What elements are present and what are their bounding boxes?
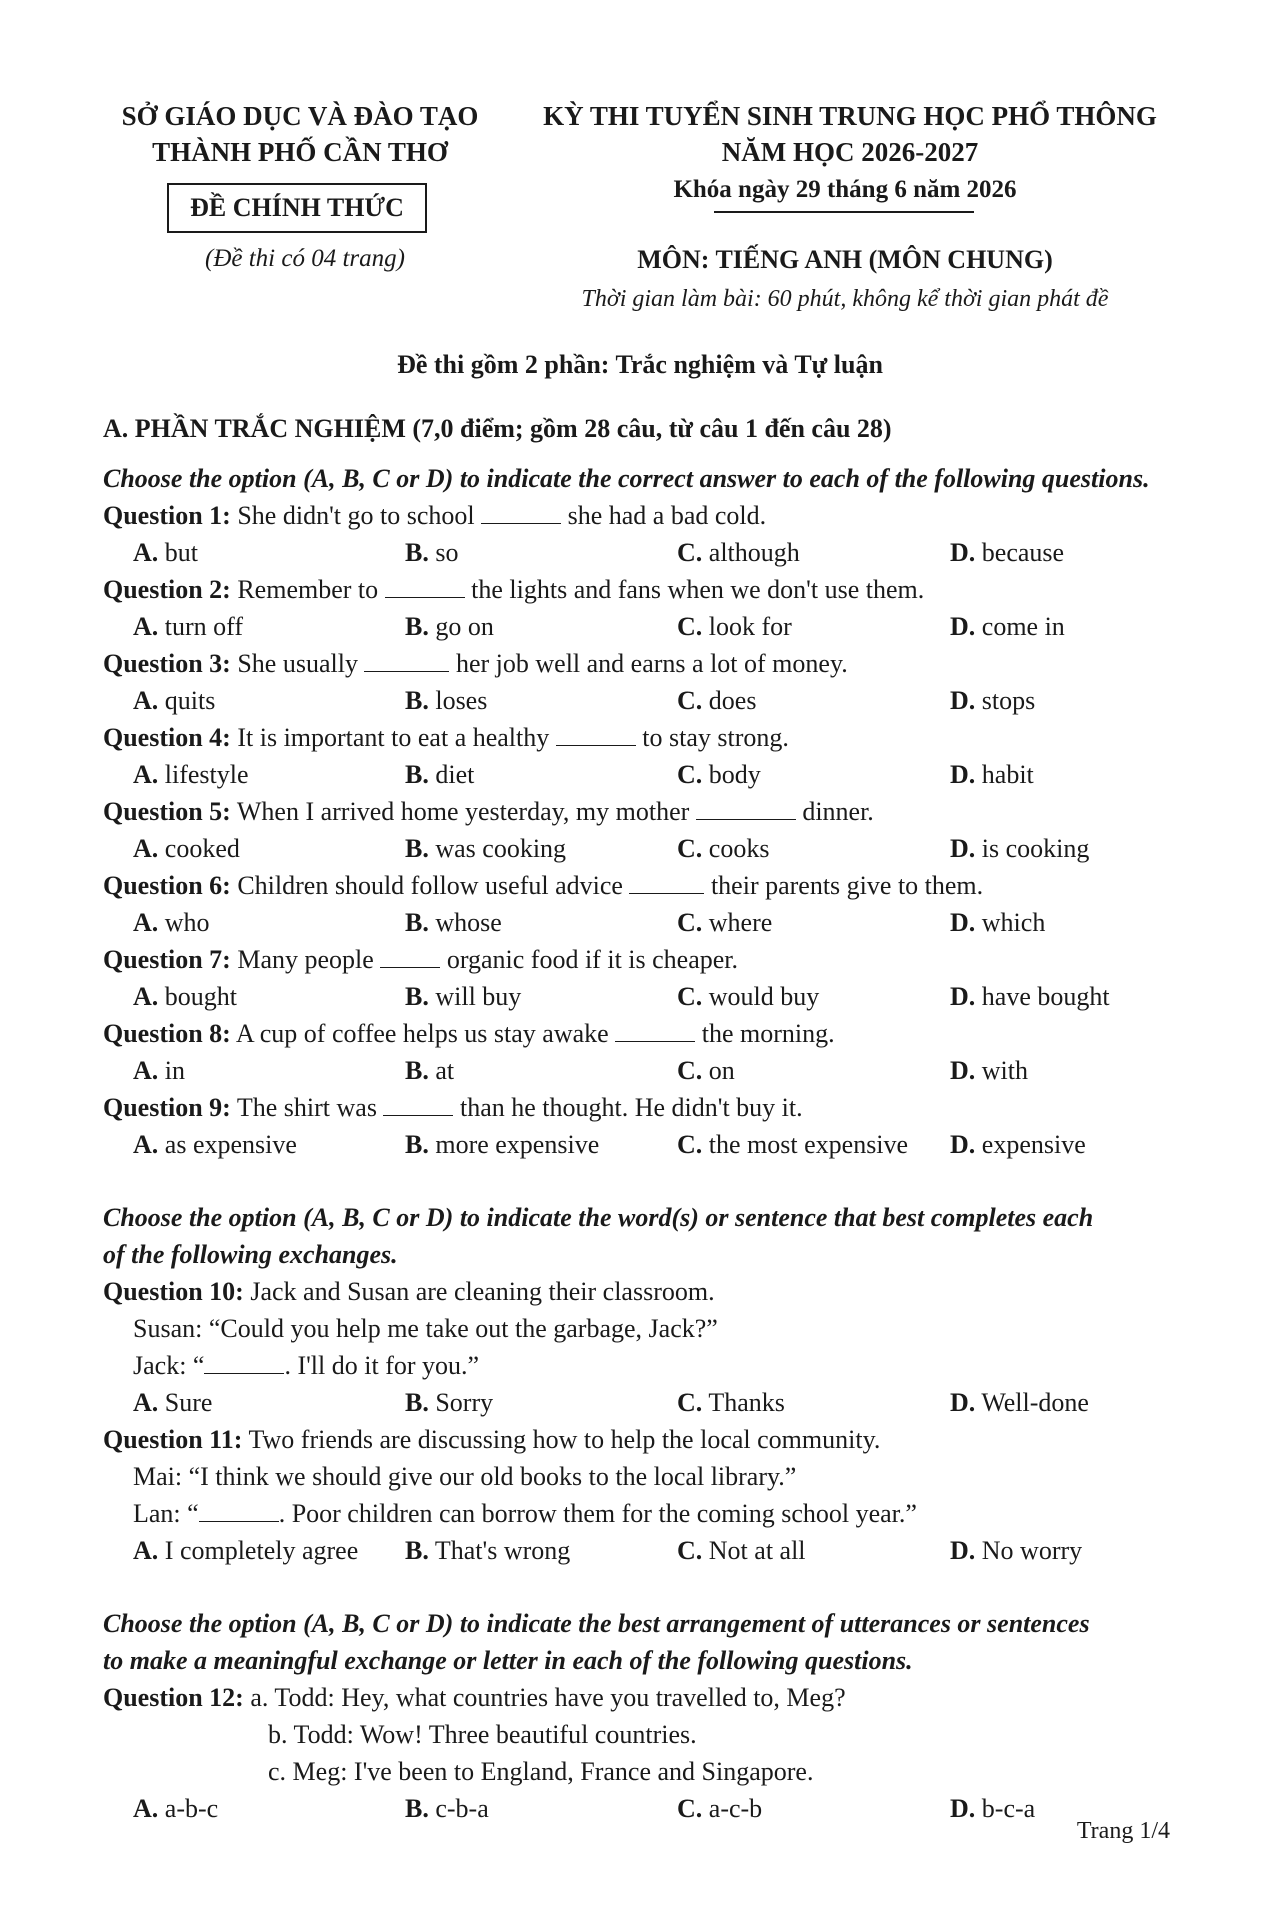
option-a[interactable] [133, 830, 405, 867]
date-underline [714, 211, 974, 213]
option-letter: B. [405, 538, 429, 567]
option-letter: D. [950, 1536, 976, 1565]
option-text: Sorry [435, 1388, 494, 1417]
option-letter: D. [950, 982, 976, 1011]
option-letter: C. [677, 834, 703, 863]
option-letter: A. [133, 982, 159, 1011]
question-label: Question 11: [103, 1425, 243, 1454]
question-label: Question 12: [103, 1683, 244, 1712]
exam-date: Khóa ngày 29 tháng 6 năm 2026 [673, 176, 1017, 203]
option-a[interactable] [133, 978, 405, 1015]
question-text-before: She didn't go to school [237, 501, 475, 530]
option-text: I completely agree [164, 1536, 359, 1565]
option-text: lifestyle [164, 760, 249, 789]
option-text: Sure [164, 1388, 213, 1417]
option-letter: C. [677, 686, 703, 715]
option-d[interactable] [950, 1126, 1086, 1163]
parts-note: Đề thi gồm 2 phần: Trắc nghiệm và Tự luận [397, 350, 883, 379]
option-text: That's wrong [434, 1536, 571, 1565]
option-text: as expensive [164, 1130, 297, 1159]
question-7-options [103, 978, 1193, 1015]
spacer [103, 1163, 1193, 1199]
option-c[interactable] [677, 1052, 950, 1089]
question-2 [103, 571, 1193, 608]
option-letter: C. [677, 1536, 703, 1565]
question-label: Question 1: [103, 501, 231, 530]
q11-line-2-post: . Poor children can borrow them for the coming school year.” [278, 1499, 917, 1528]
option-text: habit [981, 760, 1034, 789]
option-a[interactable] [133, 682, 405, 719]
option-letter: A. [133, 538, 159, 567]
option-d[interactable] [950, 904, 1045, 941]
question-label: Question 6: [103, 871, 231, 900]
option-text: No worry [981, 1536, 1083, 1565]
spacer [103, 1569, 1193, 1605]
option-text: Thanks [708, 1388, 785, 1417]
school-year: NĂM HỌC 2026-2027 [721, 137, 979, 167]
question-label: Question 7: [103, 945, 231, 974]
question-text: Two friends are discussing how to help the local community. [248, 1425, 881, 1454]
option-letter: D. [950, 908, 976, 937]
question-text-before: Children should follow useful advice [237, 871, 623, 900]
option-letter: D. [950, 1056, 976, 1085]
option-text: at [435, 1056, 455, 1085]
question-12 [103, 1679, 1193, 1716]
question-text-after: her job well and earns a lot of money. [455, 649, 848, 678]
option-b[interactable] [405, 1126, 677, 1163]
answer-blank [615, 1019, 695, 1042]
option-text: with [981, 1056, 1029, 1085]
option-text: bought [164, 982, 238, 1011]
instruction-3a: Choose the option (A, B, C or D) to indicate the best arrangement of utterances or sentences [103, 1609, 1090, 1638]
option-text: b-c-a [981, 1794, 1036, 1823]
option-letter: B. [405, 760, 429, 789]
q11-line-2-pre: Lan: “ [133, 1499, 199, 1528]
option-c[interactable] [677, 682, 950, 719]
option-b[interactable] [405, 756, 677, 793]
official-exam-box: ĐỀ CHÍNH THỨC [167, 183, 427, 233]
option-text: whose [435, 908, 502, 937]
q10-line-1: Susan: “Could you help me take out the garbage, Jack?” [133, 1314, 718, 1343]
option-letter: B. [405, 1388, 429, 1417]
option-text: in [164, 1056, 186, 1085]
option-c[interactable] [677, 756, 950, 793]
option-letter: A. [133, 760, 159, 789]
answer-blank [481, 501, 561, 524]
question-2-options [103, 608, 1193, 645]
option-letter: D. [950, 1794, 976, 1823]
option-b[interactable] [405, 682, 677, 719]
q12-item-a: a. Todd: Hey, what countries have you travelled to, Meg? [250, 1683, 846, 1712]
question-3 [103, 645, 1193, 682]
option-a[interactable] [133, 1532, 405, 1569]
option-letter: A. [133, 1056, 159, 1085]
question-label: Question 8: [103, 1019, 231, 1048]
option-d[interactable] [950, 1052, 1028, 1089]
question-text-after: than he thought. He didn't buy it. [459, 1093, 803, 1122]
option-b[interactable] [405, 1052, 677, 1089]
question-text-before: A cup of coffee helps us stay awake [235, 1019, 609, 1048]
option-letter: B. [405, 834, 429, 863]
option-letter: A. [133, 834, 159, 863]
question-text-after: dinner. [802, 797, 874, 826]
option-text: diet [435, 760, 475, 789]
q12-item-b: b. Todd: Wow! Three beautiful countries. [268, 1720, 697, 1749]
option-text: stops [981, 686, 1036, 715]
option-letter: D. [950, 1388, 976, 1417]
option-text: was cooking [435, 834, 567, 863]
question-text-after: organic food if it is cheaper. [446, 945, 739, 974]
question-label: Question 9: [103, 1093, 231, 1122]
option-text: because [981, 538, 1065, 567]
option-letter: B. [405, 1130, 429, 1159]
instruction-1: Choose the option (A, B, C or D) to indicate the correct answer to each of the following questions. [103, 464, 1150, 493]
question-text-before: She usually [237, 649, 358, 678]
option-a[interactable] [133, 608, 405, 645]
q12-item-c: c. Meg: I've been to England, France and Singapore. [268, 1757, 814, 1786]
header-right [510, 98, 1190, 170]
option-text: would buy [708, 982, 820, 1011]
question-10 [103, 1273, 1193, 1310]
option-d[interactable] [950, 682, 1035, 719]
question-6-options [103, 904, 1193, 941]
option-letter: B. [405, 1056, 429, 1085]
question-label: Question 2: [103, 575, 231, 604]
option-letter: B. [405, 982, 429, 1011]
option-letter: C. [677, 612, 703, 641]
question-text-before: The shirt was [236, 1093, 377, 1122]
exam-content [103, 460, 1193, 1827]
option-text: cooked [164, 834, 240, 863]
option-text: so [435, 538, 459, 567]
option-text: is cooking [981, 834, 1090, 863]
option-d[interactable] [950, 1532, 1082, 1569]
question-text-before: It is important to eat a healthy [237, 723, 550, 752]
answer-blank [629, 871, 704, 894]
option-letter: C. [677, 1794, 703, 1823]
option-b[interactable] [405, 534, 677, 571]
question-label: Question 10: [103, 1277, 244, 1306]
option-letter: B. [405, 686, 429, 715]
section-a-title: A. PHẦN TRẮC NGHIỆM (7,0 điểm; gồm 28 câu, từ câu 1 đến câu 28) [103, 414, 892, 443]
answer-blank [385, 575, 465, 598]
option-b[interactable] [405, 1790, 677, 1827]
question-7 [103, 941, 1193, 978]
option-d[interactable] [950, 830, 1089, 867]
q12-options [103, 1790, 1193, 1827]
option-letter: D. [950, 538, 976, 567]
option-text: cooks [708, 834, 770, 863]
page-number: Trang 1/4 [1076, 1818, 1170, 1844]
option-d[interactable] [950, 1790, 1035, 1827]
question-9 [103, 1089, 1193, 1126]
question-text-before: Remember to [237, 575, 379, 604]
option-a[interactable] [133, 1052, 405, 1089]
exam-time: Thời gian làm bài: 60 phút, không kể thời gian phát đề [581, 286, 1109, 312]
option-text: go on [435, 612, 494, 641]
question-8 [103, 1015, 1193, 1052]
option-text: a-b-c [164, 1794, 219, 1823]
option-letter: C. [677, 538, 703, 567]
option-text: look for [708, 612, 792, 641]
option-c[interactable] [677, 1532, 950, 1569]
option-b[interactable] [405, 904, 677, 941]
option-letter: C. [677, 982, 703, 1011]
option-letter: A. [133, 908, 159, 937]
option-c[interactable] [677, 978, 950, 1015]
exam-title: KỲ THI TUYỂN SINH TRUNG HỌC PHỔ THÔNG [543, 101, 1157, 131]
option-letter: C. [677, 1056, 703, 1085]
department-name: SỞ GIÁO DỤC VÀ ĐÀO TẠO [121, 101, 479, 131]
q10-options [103, 1384, 1193, 1421]
instruction-2a: Choose the option (A, B, C or D) to indicate the word(s) or sentence that best completes each [103, 1203, 1094, 1232]
option-letter: D. [950, 760, 976, 789]
exam-subject: MÔN: TIẾNG ANH (MÔN CHUNG) [637, 245, 1053, 274]
q10-line-2-pre: Jack: “ [133, 1351, 205, 1380]
option-text: come in [981, 612, 1065, 641]
question-5 [103, 793, 1193, 830]
question-text-after: their parents give to them. [710, 871, 984, 900]
option-b[interactable] [405, 1384, 677, 1421]
option-d[interactable] [950, 756, 1034, 793]
question-text-before: Many people [237, 945, 374, 974]
option-b[interactable] [405, 608, 677, 645]
option-c[interactable] [677, 830, 950, 867]
q11-line-1: Mai: “I think we should give our old books to the local library.” [133, 1462, 797, 1491]
option-text: the most expensive [708, 1130, 909, 1159]
option-text: turn off [164, 612, 244, 641]
option-a[interactable] [133, 756, 405, 793]
question-1 [103, 497, 1193, 534]
question-label: Question 4: [103, 723, 231, 752]
option-text: which [981, 908, 1046, 937]
option-b[interactable] [405, 830, 677, 867]
question-4 [103, 719, 1193, 756]
option-letter: A. [133, 1130, 159, 1159]
option-a[interactable] [133, 534, 405, 571]
answer-blank [556, 723, 636, 746]
option-a[interactable] [133, 1384, 405, 1421]
option-c[interactable] [677, 1790, 950, 1827]
option-b[interactable] [405, 978, 677, 1015]
q11-line-2 [103, 1495, 1193, 1532]
instruction-2b: of the following exchanges. [103, 1240, 398, 1269]
option-text: Not at all [708, 1536, 806, 1565]
question-text-before: When I arrived home yesterday, my mother [236, 797, 690, 826]
option-letter: C. [677, 908, 703, 937]
question-8-options [103, 1052, 1193, 1089]
option-letter: A. [133, 1388, 159, 1417]
option-d[interactable] [950, 534, 1064, 571]
instruction-3b: to make a meaningful exchange or letter in each of the following questions. [103, 1646, 913, 1675]
question-9-options [103, 1126, 1193, 1163]
option-text: loses [435, 686, 488, 715]
option-text: Well-done [981, 1388, 1089, 1417]
option-letter: B. [405, 908, 429, 937]
question-4-options [103, 756, 1193, 793]
question-11 [103, 1421, 1193, 1458]
option-c[interactable] [677, 1126, 950, 1163]
option-letter: A. [133, 1794, 159, 1823]
option-text: will buy [435, 982, 522, 1011]
option-text: expensive [981, 1130, 1086, 1159]
option-letter: C. [677, 1130, 703, 1159]
option-c[interactable] [677, 904, 950, 941]
question-6 [103, 867, 1193, 904]
question-text-after: the lights and fans when we don't use them. [471, 575, 925, 604]
option-text: on [708, 1056, 735, 1085]
option-text: have bought [981, 982, 1110, 1011]
option-a[interactable] [133, 1790, 405, 1827]
question-3-options [103, 682, 1193, 719]
option-letter: D. [950, 686, 976, 715]
option-d[interactable] [950, 1384, 1089, 1421]
option-b[interactable] [405, 1532, 677, 1569]
question-text-after: to stay strong. [642, 723, 789, 752]
option-letter: C. [677, 760, 703, 789]
option-a[interactable] [133, 904, 405, 941]
option-c[interactable] [677, 1384, 950, 1421]
option-letter: A. [133, 612, 159, 641]
question-text-after: she had a bad cold. [567, 501, 767, 530]
option-text: quits [164, 686, 216, 715]
option-c[interactable] [677, 608, 950, 645]
option-letter: B. [405, 612, 429, 641]
option-letter: A. [133, 1536, 159, 1565]
question-label: Question 5: [103, 797, 231, 826]
q10-line-2 [103, 1347, 1193, 1384]
option-letter: D. [950, 612, 976, 641]
option-d[interactable] [950, 608, 1065, 645]
option-letter: D. [950, 1130, 976, 1159]
option-letter: B. [405, 1536, 429, 1565]
option-text: body [708, 760, 761, 789]
option-text: more expensive [435, 1130, 600, 1159]
option-d[interactable] [950, 978, 1110, 1015]
answer-blank [696, 797, 796, 820]
header-left [100, 98, 500, 170]
option-text: a-c-b [708, 1794, 763, 1823]
option-c[interactable] [677, 534, 950, 571]
option-text: where [708, 908, 773, 937]
city-name: THÀNH PHỐ CẦN THƠ [152, 137, 448, 167]
pages-note: (Đề thi có 04 trang) [205, 245, 405, 272]
option-a[interactable] [133, 1126, 405, 1163]
option-text: who [164, 908, 210, 937]
q10-line-2-post: . I'll do it for you.” [284, 1351, 480, 1380]
q11-options [103, 1532, 1193, 1569]
option-text: but [164, 538, 199, 567]
answer-blank [383, 1093, 453, 1116]
question-text: Jack and Susan are cleaning their classroom. [250, 1277, 715, 1306]
answer-blank [364, 649, 449, 672]
question-label: Question 3: [103, 649, 231, 678]
option-letter: C. [677, 1388, 703, 1417]
option-text: c-b-a [435, 1794, 489, 1823]
answer-blank [199, 1499, 279, 1522]
answer-blank [380, 945, 440, 968]
option-letter: A. [133, 686, 159, 715]
option-text: although [708, 538, 800, 567]
question-5-options [103, 830, 1193, 867]
answer-blank [204, 1351, 284, 1374]
option-letter: D. [950, 834, 976, 863]
option-text: does [708, 686, 757, 715]
question-list [103, 497, 1193, 1163]
question-1-options [103, 534, 1193, 571]
option-letter: B. [405, 1794, 429, 1823]
question-text-after: the morning. [701, 1019, 835, 1048]
